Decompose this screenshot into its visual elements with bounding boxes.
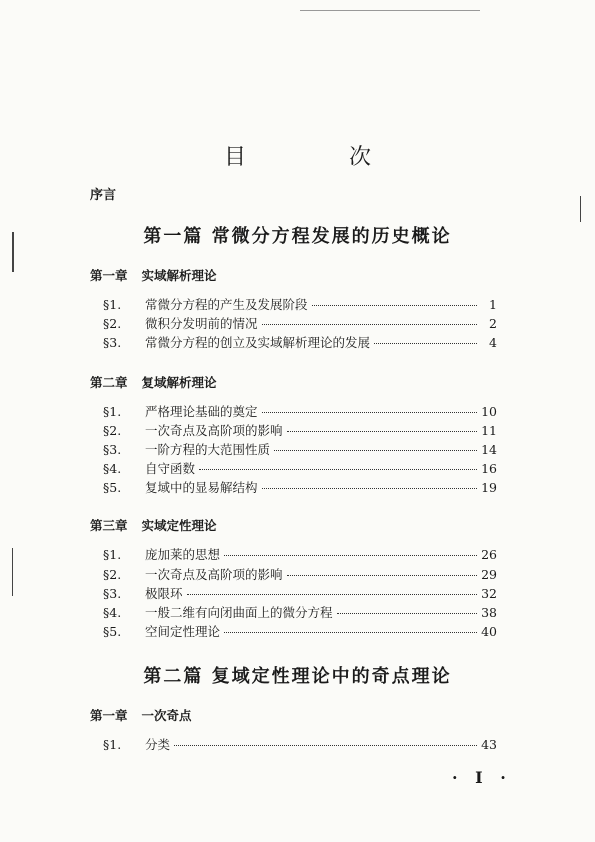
part-title: 第二篇 复域定性理论中的奇点理论 <box>143 666 452 687</box>
section-number: §3. <box>103 335 122 350</box>
entry-title: 一次奇点及高阶项的影响 <box>145 423 283 438</box>
toc-entry <box>103 584 497 600</box>
chapter-number: 第二章 <box>90 375 128 390</box>
toc-entry <box>103 440 497 456</box>
dot-leader <box>274 450 477 451</box>
entry-title: 一次奇点及高阶项的影响 <box>145 567 283 582</box>
page-title: 目 次 <box>224 145 419 170</box>
entry-title: 分类 <box>145 737 171 752</box>
entry-title: 常微分方程的产生及发展阶段 <box>145 297 308 312</box>
dot-leader <box>287 575 477 576</box>
toc-entry <box>103 545 497 561</box>
dot-leader <box>224 555 477 556</box>
page-number: 32 <box>481 586 497 601</box>
entry-title: 复域中的显易解结构 <box>145 480 258 495</box>
chapter-number: 第一章 <box>90 708 128 723</box>
dot-leader <box>312 305 477 306</box>
section-number: §4. <box>103 605 122 620</box>
section-number: §1. <box>103 297 122 312</box>
toc-entry <box>103 314 497 330</box>
dot-leader <box>337 613 477 614</box>
page-number: 16 <box>481 461 497 476</box>
chapter-number: 第一章 <box>90 268 128 283</box>
chapter-title: 实域定性理论 <box>141 518 217 533</box>
section-number: §2. <box>103 423 122 438</box>
toc-entry <box>103 735 497 751</box>
dot-leader <box>262 488 477 489</box>
entry-title: 庞加莱的思想 <box>145 547 221 562</box>
page-number: 4 <box>489 335 497 350</box>
scan-mark <box>12 232 14 272</box>
section-number: §1. <box>103 404 122 419</box>
page-number: 26 <box>481 547 497 562</box>
section-number: §3. <box>103 442 122 457</box>
chapter-heading <box>90 706 192 724</box>
section-number: §5. <box>103 624 122 639</box>
section-number: §4. <box>103 461 122 476</box>
section-number: §2. <box>103 316 122 331</box>
toc-entry <box>103 421 497 437</box>
chapter-heading <box>90 373 217 391</box>
chapter-number: 第三章 <box>90 518 128 533</box>
dot-leader <box>174 745 477 746</box>
entry-title: 空间定性理论 <box>145 624 221 639</box>
section-number: §2. <box>103 567 122 582</box>
page-number: 38 <box>481 605 497 620</box>
toc-entry <box>103 333 497 349</box>
toc-entry <box>103 402 497 418</box>
entry-title: 极限环 <box>145 586 183 601</box>
entry-title: 常微分方程的创立及实域解析理论的发展 <box>145 335 371 350</box>
toc-entry <box>103 459 497 475</box>
chapter-heading <box>90 266 217 284</box>
section-number: §5. <box>103 480 122 495</box>
page-number: 14 <box>481 442 497 457</box>
chapter-heading <box>90 516 217 534</box>
toc-entry <box>103 295 497 311</box>
scan-mark <box>300 10 480 11</box>
page-number: 2 <box>489 316 497 331</box>
dot-leader <box>262 324 477 325</box>
toc-entry <box>103 478 497 494</box>
entry-title: 一阶方程的大范围性质 <box>145 442 271 457</box>
scan-mark <box>580 196 581 222</box>
dot-leader <box>262 412 477 413</box>
page-number: 19 <box>481 480 497 495</box>
entry-title: 一般二维有向闭曲面上的微分方程 <box>145 605 333 620</box>
dot-leader <box>374 343 477 344</box>
page-number: 10 <box>481 404 497 419</box>
toc-entry <box>103 622 497 638</box>
part-title: 第一篇 常微分方程发展的历史概论 <box>143 226 452 247</box>
page-number: 43 <box>481 737 497 752</box>
dot-leader <box>224 632 477 633</box>
scan-mark <box>12 548 13 596</box>
page-number: 11 <box>481 423 497 438</box>
section-number: §3. <box>103 586 122 601</box>
toc-entry <box>103 565 497 581</box>
section-number: §1. <box>103 547 122 562</box>
preface-heading: 序言 <box>90 188 117 203</box>
toc-entry <box>103 603 497 619</box>
chapter-title: 一次奇点 <box>141 708 192 723</box>
page-number: 1 <box>489 297 497 312</box>
section-number: §1. <box>103 737 122 752</box>
entry-title: 严格理论基础的奠定 <box>145 404 258 419</box>
dot-leader <box>187 594 477 595</box>
page-number: 40 <box>481 624 497 639</box>
page-number: 29 <box>481 567 497 582</box>
folio: · I · <box>452 768 512 787</box>
entry-title: 微积分发明前的情况 <box>145 316 258 331</box>
entry-title: 自守函数 <box>145 461 196 476</box>
dot-leader <box>199 469 477 470</box>
chapter-title: 复域解析理论 <box>141 375 217 390</box>
chapter-title: 实域解析理论 <box>141 268 217 283</box>
dot-leader <box>287 431 477 432</box>
